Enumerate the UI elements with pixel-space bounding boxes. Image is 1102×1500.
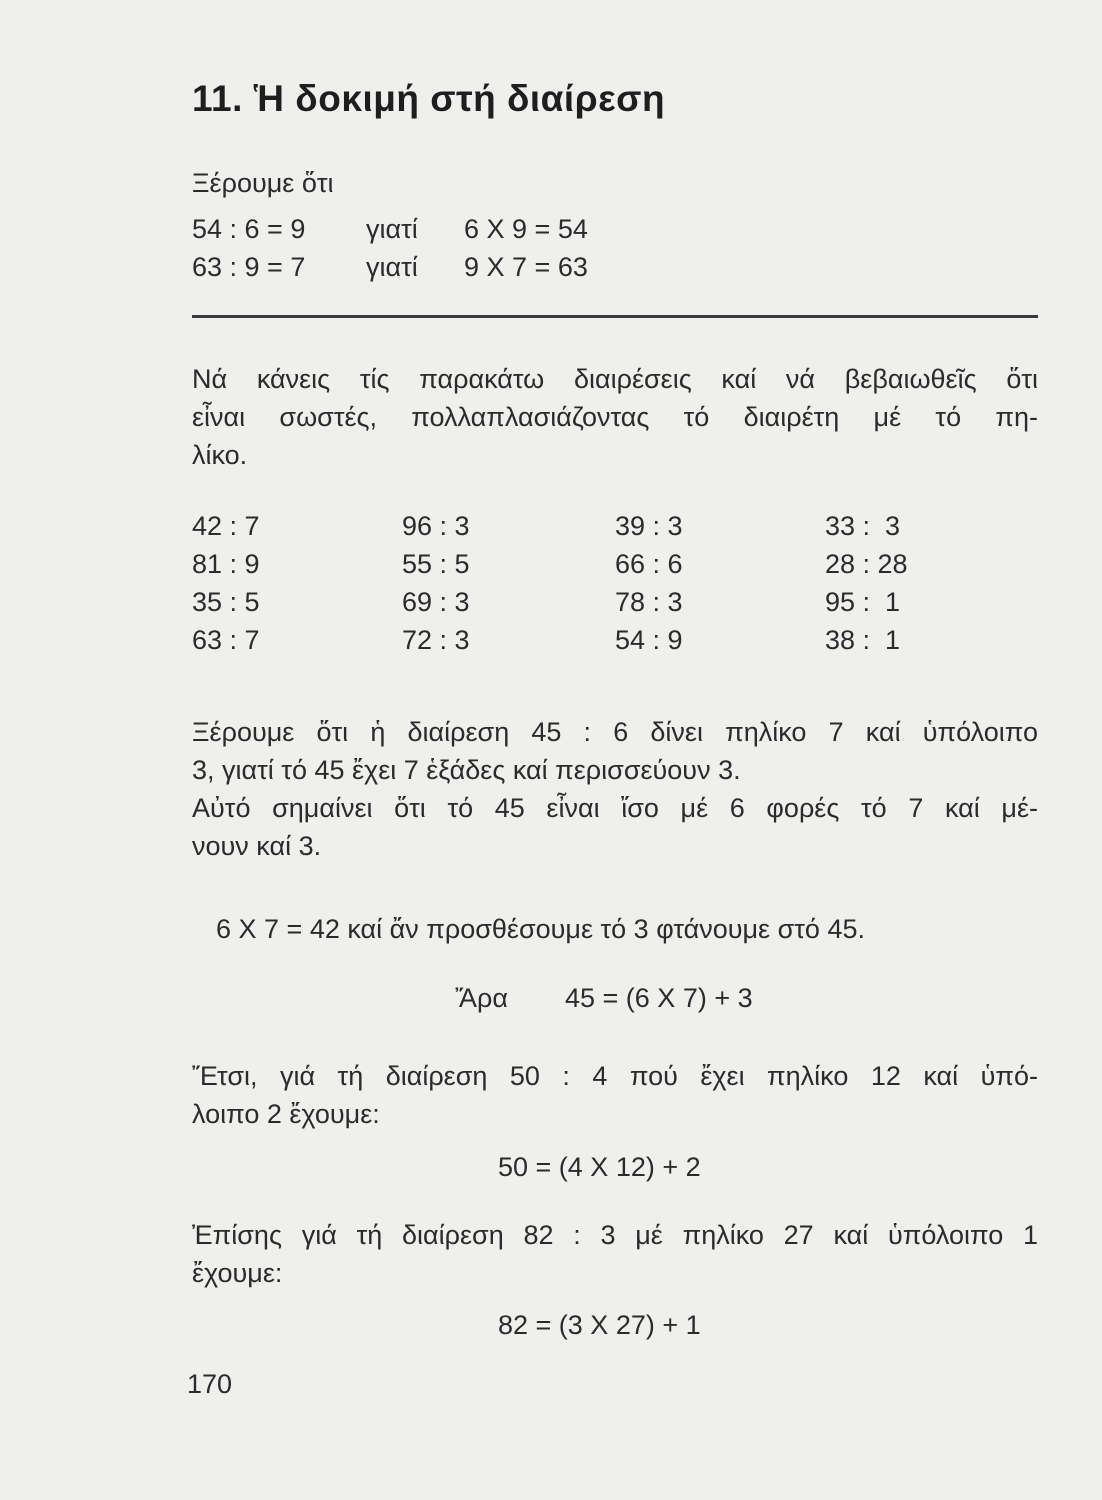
formula-82: 82 = (3 X 27) + 1 — [498, 1310, 701, 1340]
ara-formula: 45 = (6 X 7) + 3 — [565, 983, 753, 1013]
instruction-line: εἶναι σωστές, πολλαπλασιάζοντας τό διαιρέτη μέ τό πη- — [192, 402, 1038, 432]
exercise-item: 95 : 1 — [825, 587, 901, 617]
page-title: 11. Ἡ δοκιμή στή διαίρεση — [192, 78, 666, 119]
page-number: 170 — [187, 1369, 233, 1399]
instruction-paragraph — [192, 360, 1038, 474]
divider-rule — [192, 315, 1038, 318]
exercise-item: 63 : 7 — [192, 625, 260, 655]
exercise-item: 39 : 3 — [615, 511, 683, 541]
instruction-line: λίκο. — [192, 440, 248, 470]
example-division-1: 54 : 6 = 9 — [192, 214, 306, 244]
example3-paragraph — [192, 1216, 1038, 1292]
exercise-item: 81 : 9 — [192, 549, 260, 579]
example2-line: Ἔτσι, γιά τή διαίρεση 50 : 4 πού ἔχει πηλίκο 12 καί ὑπό- — [192, 1061, 1038, 1091]
intro-text: Ξέρουμε ὅτι — [192, 168, 334, 198]
instruction-line: Νά κάνεις τίς παρακάτω διαιρέσεις καί νά βεβαιωθεῖς ὅτι — [192, 364, 1038, 394]
exercise-item: 72 : 3 — [402, 625, 470, 655]
remainder-line: Αὐτό σημαίνει ὅτι τό 45 εἶναι ἴσο μέ 6 φορές τό 7 καί μέ- — [192, 793, 1038, 823]
example-division-2: 63 : 9 = 7 — [192, 252, 306, 282]
remainder-line: 3, γιατί τό 45 ἔχει 7 ἑξάδες καί περισσεύουν 3. — [192, 755, 741, 785]
exercise-item: 55 : 5 — [402, 549, 470, 579]
example-because-2: γιατί — [366, 252, 418, 282]
exercise-item: 28 : 28 — [825, 549, 908, 579]
example2-paragraph — [192, 1057, 1038, 1133]
example3-line: ἔχουμε: — [192, 1258, 283, 1288]
statement-text: 6 X 7 = 42 καί ἄν προσθέσουμε τό 3 φτάνουμε στό 45. — [216, 914, 865, 944]
exercise-item: 96 : 3 — [402, 511, 470, 541]
remainder-paragraph — [192, 713, 1038, 865]
formula-50: 50 = (4 X 12) + 2 — [498, 1152, 701, 1182]
exercise-item: 69 : 3 — [402, 587, 470, 617]
exercise-item: 78 : 3 — [615, 587, 683, 617]
remainder-line: Ξέρουμε ὅτι ἡ διαίρεση 45 : 6 δίνει πηλίκο 7 καί ὑπόλοιπο — [192, 717, 1038, 747]
exercise-item: 54 : 9 — [615, 625, 683, 655]
exercise-item: 35 : 5 — [192, 587, 260, 617]
example2-line: λοιπο 2 ἔχουμε: — [192, 1099, 380, 1129]
exercise-item: 42 : 7 — [192, 511, 260, 541]
ara-word: Ἄρα — [455, 983, 508, 1013]
example3-line: Ἐπίσης γιά τή διαίρεση 82 : 3 μέ πηλίκο 27 καί ὑπόλοιπο 1 — [192, 1220, 1038, 1250]
example-product-2: 9 X 7 = 63 — [464, 252, 588, 282]
exercise-item: 66 : 6 — [615, 549, 683, 579]
exercise-item: 33 : 3 — [825, 511, 901, 541]
example-because-1: γιατί — [366, 214, 418, 244]
exercise-item: 38 : 1 — [825, 625, 901, 655]
example-product-1: 6 X 9 = 54 — [464, 214, 588, 244]
remainder-line: νουν καί 3. — [192, 831, 322, 861]
